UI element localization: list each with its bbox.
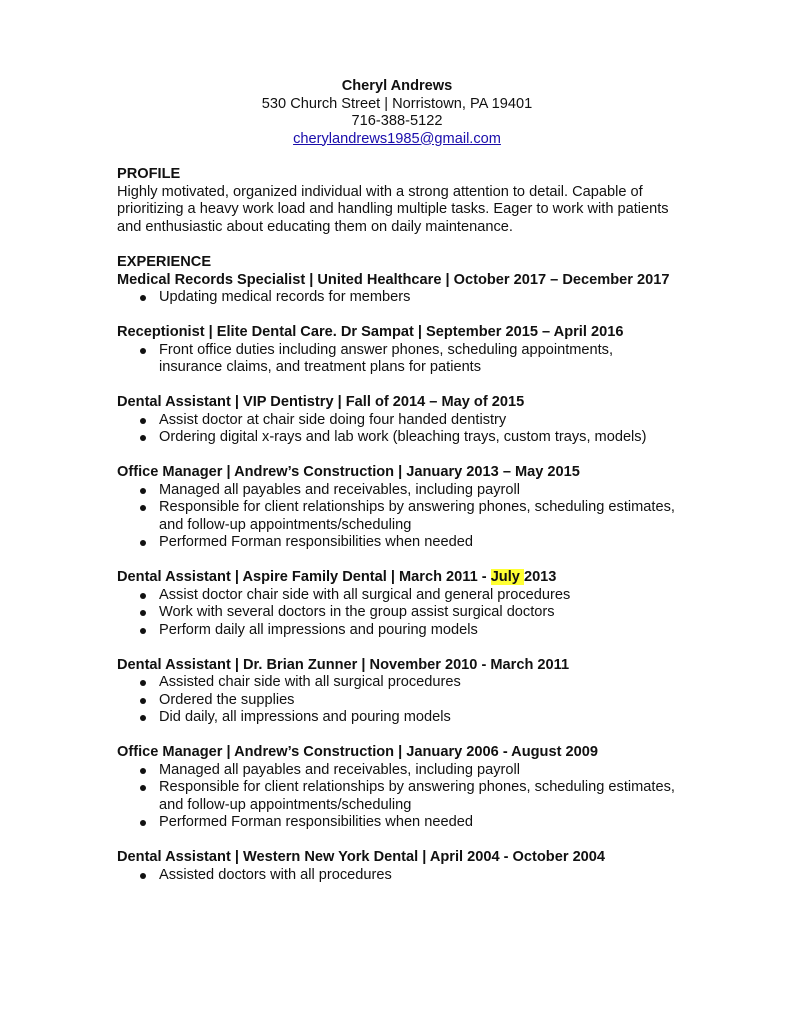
job-entry [117,394,677,447]
candidate-name: Cheryl Andrews [341,78,453,94]
bullet-text: Managed all payables and receivables, including payroll [159,481,521,498]
bullet-icon [140,785,146,791]
bullet-icon [140,505,146,511]
bullet-text: Assisted doctors with all procedures [159,866,392,883]
job-heading: Dental Assistant | Dr. Brian Zunner | November 2010 - March 2011 [117,656,570,673]
list-item [117,429,677,447]
highlighted-text: July [490,569,524,585]
job-heading: Receptionist | Elite Dental Care. Dr Sampat | September 2015 – April 2016 [117,324,624,340]
job-heading: Office Manager | Andrew’s Construction | January 2006 - August 2009 [117,744,598,760]
job-bullets [117,342,677,377]
bullet-icon [140,715,146,721]
list-item [117,674,677,692]
bullet-icon [140,628,146,634]
resume-header [117,78,677,148]
job-entry [117,849,677,884]
bullet-icon [140,418,146,424]
bullet-icon [140,610,146,616]
job-bullets [117,482,677,552]
profile-text: Highly motivated, organized individual with a strong attention to detail. Capable of prioritizing a heavy work load and handling multiple tasks. Eager to work with patients and enthusiastic about educating them on daily maintenance. [117,183,669,235]
bullet-text: Managed all payables and receivables, including payroll [159,761,521,778]
job-entry [117,324,677,377]
job-bullets [117,674,677,727]
list-item [117,622,677,640]
list-item [117,814,677,832]
profile-heading: PROFILE [117,166,181,182]
resume-page [117,78,677,902]
job-entry [117,657,677,727]
bullet-text: Assisted chair side with all surgical procedures [159,674,461,690]
bullet-icon [140,540,146,546]
list-item [117,412,677,430]
job-entry [117,569,677,639]
list-item [117,342,677,377]
bullet-icon [140,488,146,494]
phone: 716-388-5122 [351,113,443,129]
job-bullets [117,412,677,447]
job-heading: Medical Records Specialist | United Healthcare | October 2017 – December 2017 [117,271,670,288]
email-link[interactable]: cherylandrews1985@gmail.com [293,130,501,147]
list-item [117,779,677,814]
list-item [117,587,677,605]
bullet-text: Ordering digital x-rays and lab work (bleaching trays, custom trays, models) [159,429,647,445]
list-item [117,534,677,552]
job-bullets [117,762,677,832]
job-bullets [117,867,677,885]
bullet-text: Updating medical records for members [159,289,411,305]
job-heading-end: 2013 [523,569,557,585]
experience-heading: EXPERIENCE [117,254,212,270]
job-heading [117,569,677,587]
bullet-text: Responsible for client relationships by answering phones, scheduling estimates, and follow-up appointments/scheduling [159,779,675,813]
bullet-icon [140,873,146,879]
bullet-text: Did daily, all impressions and pouring models [159,709,451,725]
job-bullets [117,587,677,640]
bullet-icon [140,295,146,301]
list-item [117,604,677,622]
bullet-text: Assist doctor chair side with all surgical and general procedures [159,586,571,603]
job-entry [117,744,677,832]
bullet-icon [140,698,146,704]
list-item [117,867,677,885]
job-heading: Dental Assistant | VIP Dentistry | Fall of 2014 – May of 2015 [117,394,525,410]
job-heading: Dental Assistant | Western New York Dental | April 2004 - October 2004 [117,849,606,865]
bullet-text: Ordered the supplies [159,691,295,708]
bullet-icon [140,435,146,441]
bullet-icon [140,593,146,599]
job-entry [117,272,677,307]
list-item [117,692,677,710]
job-bullets [117,289,677,307]
bullet-text: Performed Forman responsibilities when needed [159,534,473,550]
bullet-icon [140,768,146,774]
job-entry [117,464,677,552]
list-item [117,499,677,534]
list-item [117,289,677,307]
bullet-icon [140,820,146,826]
address: 530 Church Street | Norristown, PA 19401 [261,95,533,112]
list-item [117,709,677,727]
list-item [117,482,677,500]
bullet-text: Front office duties including answer phones, scheduling appointments, insurance claims, and treatment plans for patients [159,341,614,375]
bullet-text: Responsible for client relationships by answering phones, scheduling estimates, and follow-up appointments/scheduling [159,499,675,533]
bullet-icon [140,680,146,686]
bullet-text: Assist doctor at chair side doing four handed dentistry [159,411,507,428]
bullet-text: Perform daily all impressions and pouring models [159,621,478,638]
list-item [117,762,677,780]
bullet-icon [140,348,146,354]
bullet-text: Performed Forman responsibilities when needed [159,814,473,830]
job-list [117,272,677,885]
job-heading-start: Dental Assistant | Aspire Family Dental | March 2011 - [117,569,491,585]
bullet-text: Work with several doctors in the group assist surgical doctors [159,604,555,620]
job-heading: Office Manager | Andrew’s Construction | January 2013 – May 2015 [117,464,580,480]
